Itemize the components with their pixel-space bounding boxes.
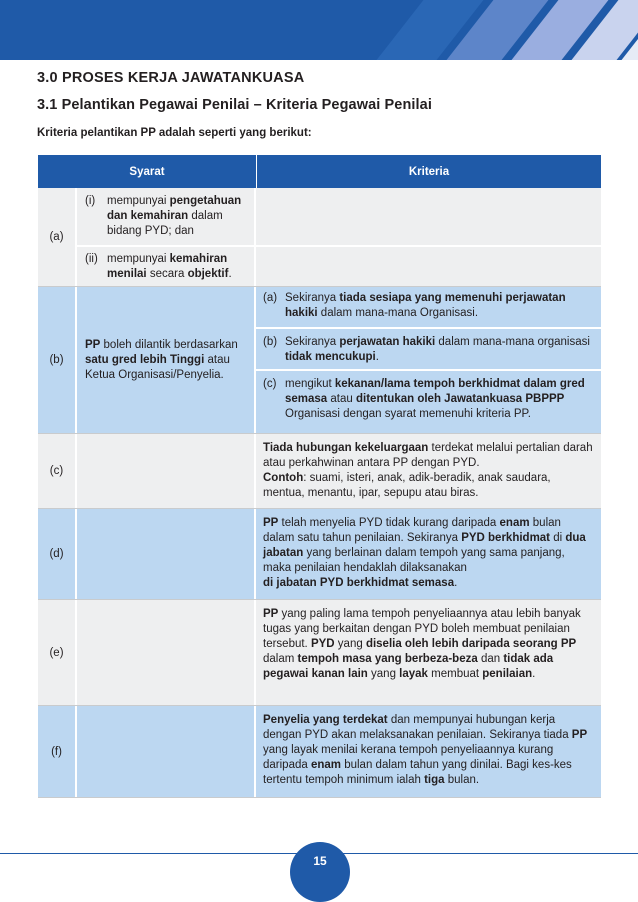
table-header-row [38, 155, 601, 188]
kriteria-b [256, 287, 601, 433]
row-label: (d) [38, 509, 77, 599]
kriteria-f: Penyelia yang terdekat dan mempunyai hubungan kerja dengan PYD akan melaksanakan penilaian. Sekiranya tiada PP yang layak menilai kerana tempoh penyeliaannya kurang daripada enam bulan dalam tahun yang dinilai. Bagi kes-kes tertentu tempoh minimum ialah tiga bulan. [263, 714, 588, 786]
section-title: 3.0 PROSES KERJA JAWATANKUASA [37, 70, 305, 86]
row-label: (b) [38, 287, 77, 433]
table-row-c [38, 434, 601, 509]
table-row-b [38, 287, 601, 434]
table-row-f [38, 706, 601, 798]
kriteria-b-3: (c) mengikut kekanan/lama tempoh berkhidmat dalam gred semasa atau ditentukan oleh Jawatankuasa PBPPP Organisasi dengan syarat memenuhi kriteria PP. [263, 378, 585, 420]
intro-text: Kriteria pelantikan PP adalah seperti yang berikut: [37, 127, 312, 139]
row-label: (a) [38, 188, 77, 286]
kriteria-e: PP yang paling lama tempoh penyeliaannya atau lebih banyak tugas yang berkaitan dengan PYD boleh membuat penilaian tersebut. PYD yang diselia oleh lebih daripada seorang PP dalam tempoh masa yang berbeza-beza dan tidak ada pegawai kanan lain yang layak membuat penilaian. [263, 608, 581, 680]
syarat-a-ii: (ii) mempunyai kemahiran menilai secara objektif. [77, 247, 256, 286]
row-label: (e) [38, 600, 77, 705]
table-row-a [38, 188, 601, 287]
page-number: 15 [290, 842, 350, 902]
row-label: (f) [38, 706, 77, 797]
row-label: (c) [38, 434, 77, 508]
kriteria-d: PP telah menyelia PYD tidak kurang daripada enam bulan dalam satu tahun penilaian. Sekiranya PYD berkhidmat di dua jabatan yang berlainan dalam tempoh yang sama panjang, maka penilaian hendaklah dilaksanakan di jabatan PYD berkhidmat semasa. [263, 517, 586, 589]
syarat-a-i: (i) mempunyai pengetahuan dan kemahiran dalam bidang PYD; dan [77, 188, 256, 245]
header-kriteria: Kriteria [408, 165, 450, 178]
syarat-b: PP boleh dilantik berdasarkan satu gred lebih Tinggi atau Ketua Organisasi/Penyelia. [77, 287, 256, 433]
header-syarat: Syarat [38, 155, 257, 188]
table-row-d [38, 509, 601, 600]
kriteria-c: Tiada hubungan kekeluargaan terdekat melalui pertalian darah atau perkahwinan antara PP dengan PYD. Contoh: suami, isteri, anak, adik-beradik, anak saudara, mentua, menantu, ipar, sepupu atau biras. [263, 442, 593, 499]
kriteria-b-2: (b) Sekiranya perjawatan hakiki dalam mana-mana organisasi tidak mencukupi. [256, 329, 601, 371]
subsection-title: 3.1 Pelantikan Pegawai Penilai – Kriteria Pegawai Penilai [37, 97, 432, 113]
header-banner [0, 0, 638, 60]
table-row-e [38, 600, 601, 706]
criteria-table [38, 155, 601, 798]
kriteria-b-1: (a) Sekiranya tiada sesiapa yang memenuhi perjawatan hakiki dalam mana-mana Organisasi. [256, 287, 601, 329]
